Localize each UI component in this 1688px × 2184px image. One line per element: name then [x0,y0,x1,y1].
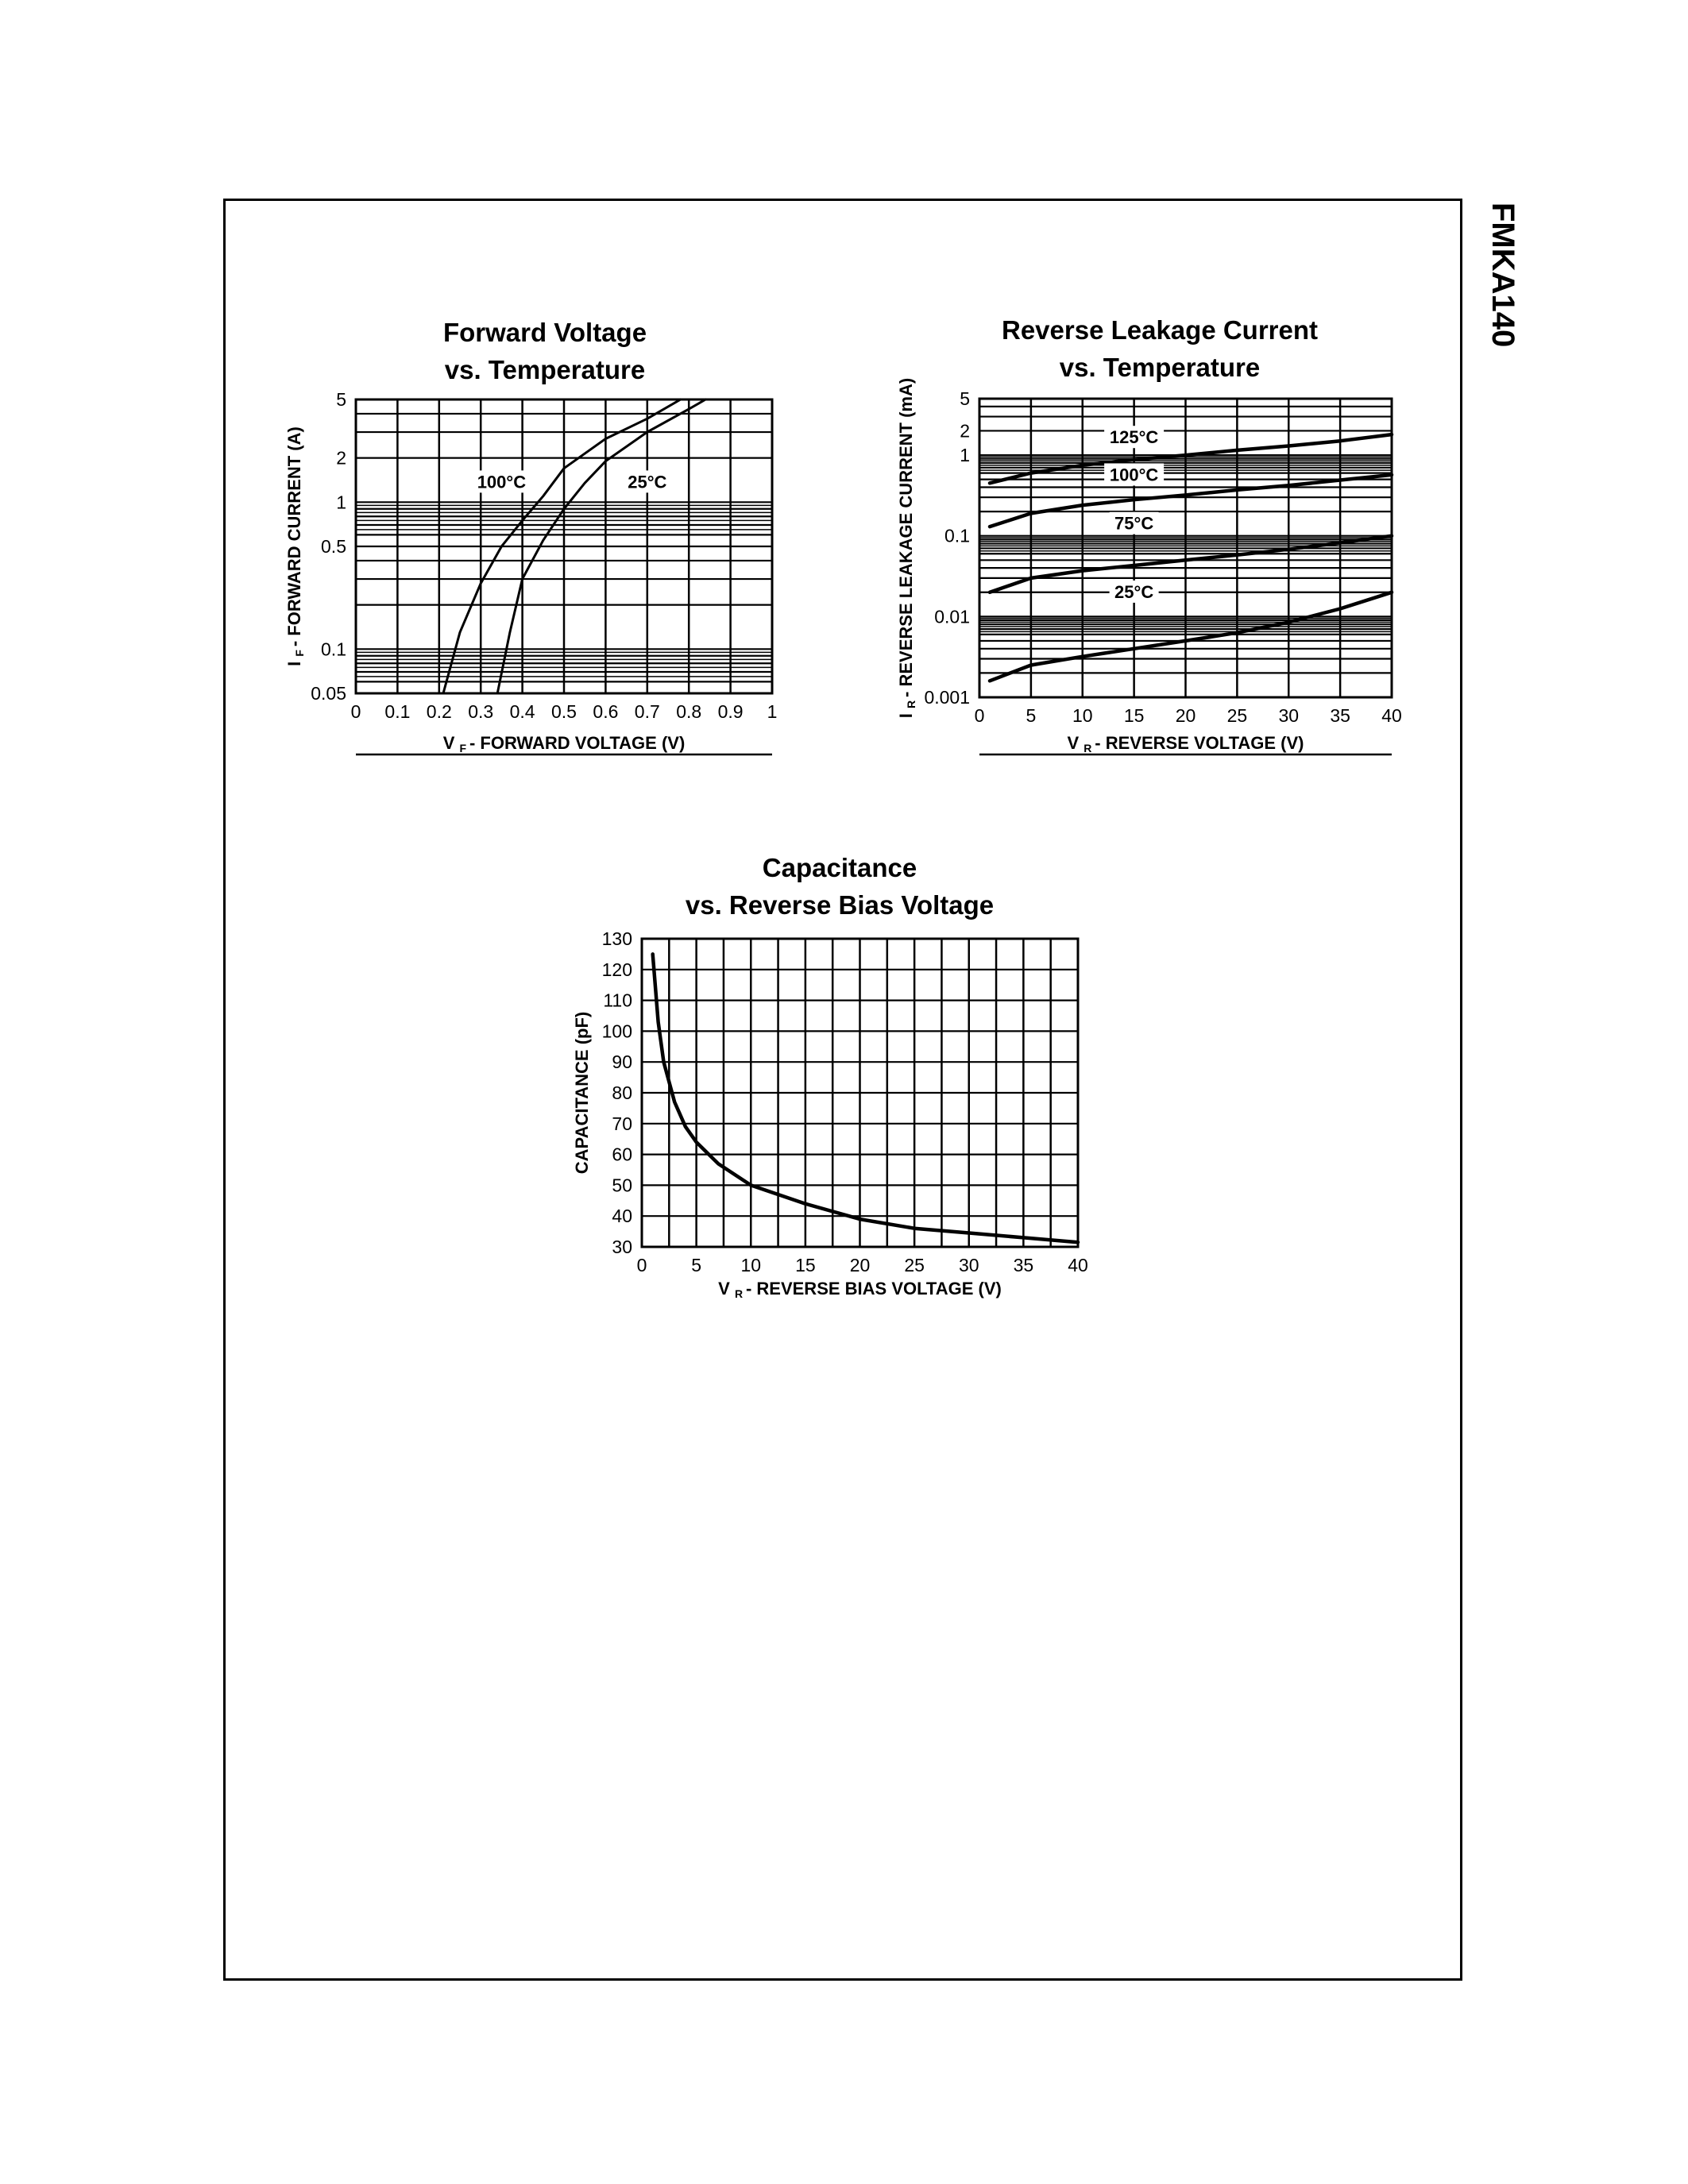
y-tick-label: 70 [612,1113,632,1134]
x-tick-label: 0.2 [426,701,452,722]
y-tick-label: 0.001 [924,687,970,708]
x-tick-label: 25 [1226,705,1248,726]
chart-grid [356,399,772,693]
series-label: 25°C [628,472,667,492]
x-tick-label: 0 [350,701,361,722]
x-tick-label: 5 [691,1255,702,1275]
series-label: 100°C [477,472,527,492]
x-tick-label: 10 [740,1255,762,1275]
y-tick-label: 2 [336,447,346,469]
chart-title: Capacitance [762,853,917,882]
chart-grid [642,939,1078,1247]
chart-subtitle: vs. Reverse Bias Voltage [685,890,995,920]
y-tick-label: 80 [612,1082,632,1103]
x-tick-label: 0.1 [384,701,411,722]
y-axis-label: CAPACITANCE (pF) [572,1011,592,1175]
y-tick-label: 5 [960,388,970,409]
x-tick-label: 0.3 [468,701,494,722]
y-tick-label: 1 [336,492,346,513]
y-axis-label: I F - FORWARD CURRENT (A) [284,426,306,666]
x-tick-label: 1 [767,701,778,722]
x-axis-label: V R - REVERSE VOLTAGE (V) [1067,733,1304,754]
chart-title: Reverse Leakage Current [1001,315,1319,345]
x-tick-label: 20 [1175,705,1196,726]
y-tick-label: 1 [960,445,970,466]
series-label: 125°C [1109,427,1159,448]
y-tick-label: 120 [601,959,632,980]
x-tick-label: 0.6 [593,701,619,722]
chart-title: Forward Voltage [442,318,647,347]
y-tick-label: 2 [960,420,970,442]
x-tick-label: 35 [1330,705,1350,726]
x-tick-label: 15 [1123,705,1145,726]
x-tick-label: 0 [636,1255,647,1275]
x-tick-label: 0.4 [509,701,535,722]
x-tick-label: 0.9 [717,701,744,722]
x-tick-label: 30 [1278,705,1300,726]
series-line-1 [990,475,1392,527]
x-tick-label: 0 [974,705,985,726]
x-tick-label: 0.7 [634,701,660,722]
series-line-0 [653,954,1078,1242]
y-tick-label: 0.1 [321,639,346,660]
y-tick-label: 90 [612,1051,632,1073]
series-label: 75°C [1114,513,1154,534]
y-tick-label: 60 [612,1144,632,1165]
series-line-3 [990,592,1392,681]
x-tick-label: 0.8 [676,701,702,722]
y-axis-label: I R - REVERSE LEAKAGE CURRENT (mA) [896,377,917,719]
chart-capacitance [572,853,1088,1300]
x-tick-label: 10 [1072,705,1093,726]
y-tick-label: 100 [601,1021,632,1042]
x-axis-label: V R - REVERSE BIAS VOLTAGE (V) [718,1279,1002,1300]
x-tick-label: 40 [1068,1255,1088,1275]
chart-reverse-leakage [896,315,1402,754]
y-tick-label: 40 [612,1206,632,1227]
chart-subtitle: vs. Temperature [1059,353,1261,382]
x-tick-label: 40 [1381,705,1402,726]
chart-forward-voltage [284,318,777,754]
x-tick-label: 0.5 [551,701,577,722]
x-tick-label: 20 [849,1255,871,1275]
y-tick-label: 5 [336,389,346,410]
y-tick-label: 0.5 [321,536,346,557]
series-label: 100°C [1109,465,1159,485]
x-tick-label: 35 [1013,1255,1034,1275]
x-tick-label: 5 [1026,705,1037,726]
y-tick-label: 110 [603,990,632,1011]
y-tick-label: 50 [612,1175,632,1196]
y-tick-label: 0.1 [944,525,970,546]
x-tick-label: 25 [904,1255,925,1275]
y-tick-label: 30 [612,1237,632,1257]
x-tick-label: 15 [795,1255,816,1275]
part-number: FMKA140 [1485,203,1520,348]
y-tick-label: 0.01 [934,606,970,627]
y-tick-label: 130 [601,928,632,949]
x-axis-label: V F - FORWARD VOLTAGE (V) [442,733,686,754]
x-tick-label: 30 [958,1255,979,1275]
series-label: 25°C [1114,581,1154,602]
chart-subtitle: vs. Temperature [444,355,646,384]
y-tick-label: 0.05 [311,683,346,704]
